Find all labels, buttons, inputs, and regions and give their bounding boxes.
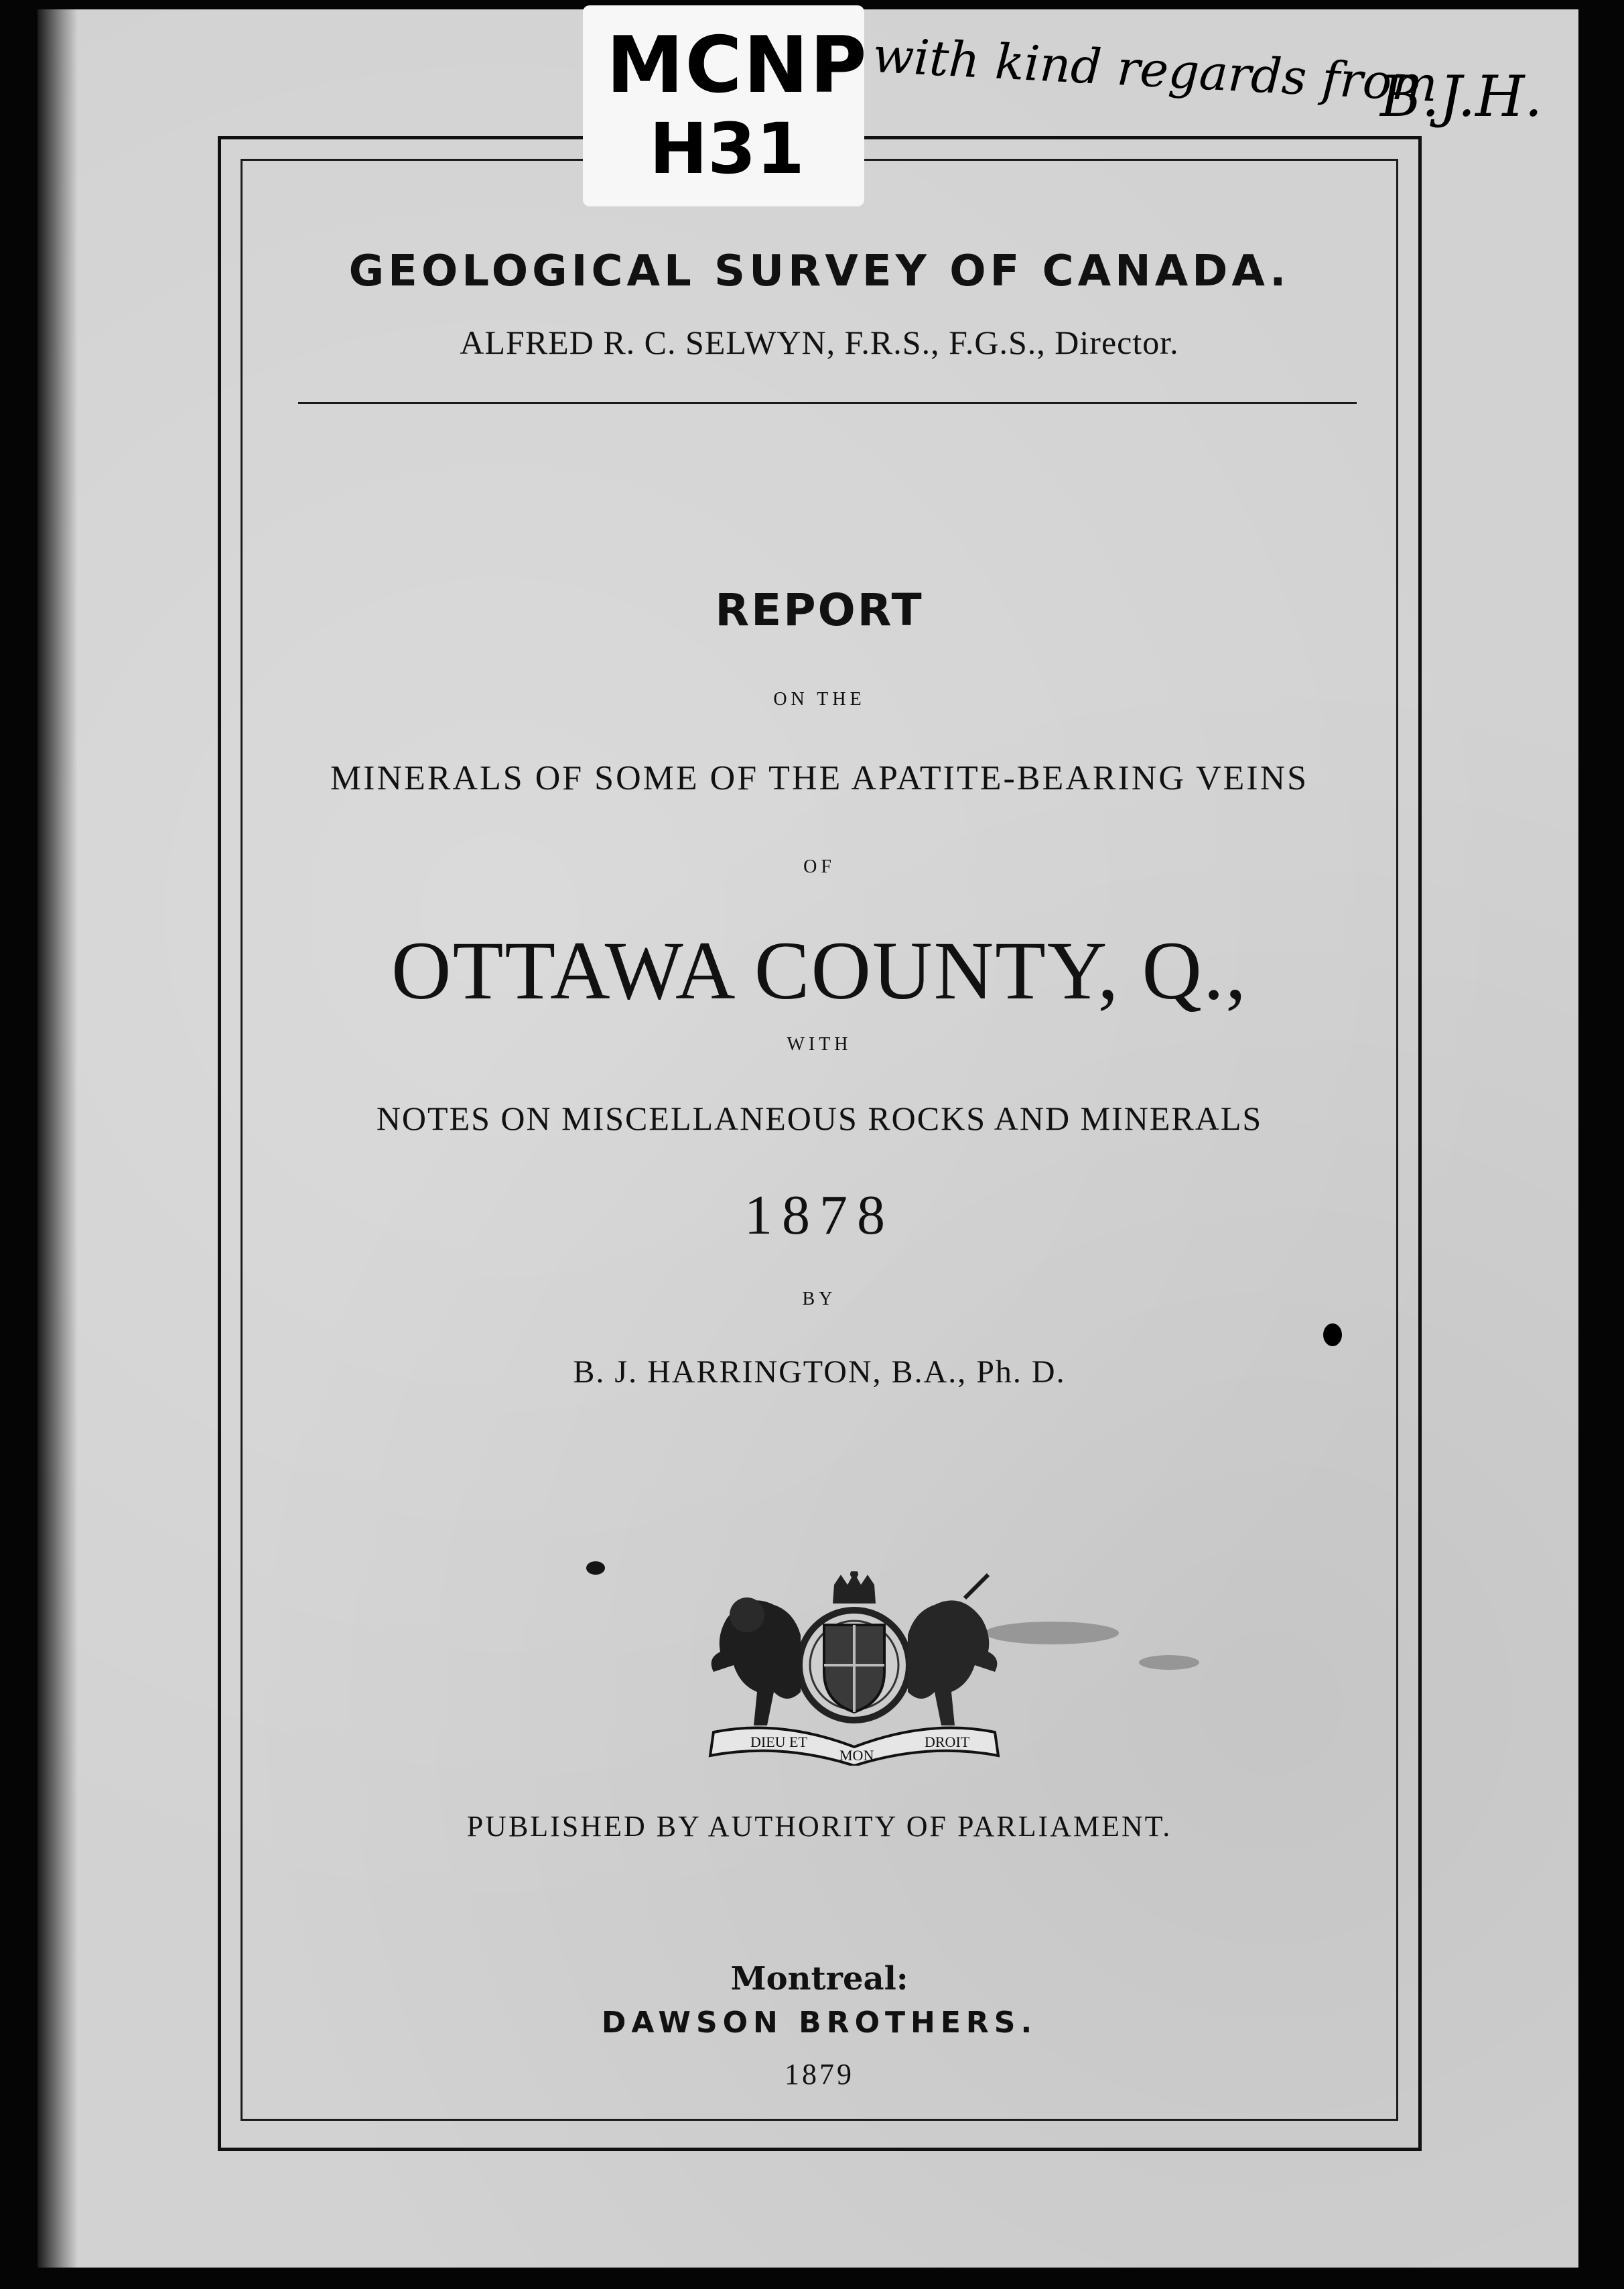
report-title: REPORT — [715, 584, 924, 636]
by-line: BY — [802, 1289, 837, 1309]
royal-coat-of-arms-icon — [700, 1571, 1008, 1766]
publisher-name: DAWSON BROTHERS. — [601, 2006, 1038, 2040]
place-title: OTTAWA COUNTY, Q., — [391, 925, 1247, 1017]
call-number-line-2: H31 — [649, 108, 805, 190]
subject-line: MINERALS OF SOME OF THE APATITE-BEARING VEINS — [330, 759, 1309, 797]
on-the-line: ON THE — [773, 689, 866, 710]
motto-center: MON — [839, 1747, 874, 1764]
report-year: 1878 — [744, 1184, 894, 1246]
with-line: WITH — [787, 1034, 852, 1055]
director-line: ALFRED R. C. SELWYN, F.R.S., F.G.S., Director. — [460, 324, 1179, 361]
motto-left: DIEU ET — [750, 1734, 807, 1750]
authority-line: PUBLISHED BY AUTHORITY OF PARLIAMENT. — [466, 1810, 1172, 1843]
handwritten-inscription: with kind regards from — [871, 27, 1439, 113]
divider-rule — [298, 402, 1357, 404]
handwritten-initials: B.J.H. — [1380, 64, 1543, 129]
motto-right: DROIT — [925, 1734, 970, 1750]
spine-edge — [38, 9, 78, 2268]
call-number-line-1: MCNP — [606, 20, 868, 111]
notes-line: NOTES ON MISCELLANEOUS ROCKS AND MINERALS — [376, 1100, 1263, 1137]
author-line: B. J. HARRINGTON, B.A., Ph. D. — [573, 1354, 1066, 1390]
of-line: OF — [803, 856, 835, 877]
publication-city: Montreal: — [730, 1960, 908, 1998]
publication-year: 1879 — [785, 2058, 854, 2091]
survey-heading: GEOLOGICAL SURVEY OF CANADA. — [348, 247, 1290, 296]
